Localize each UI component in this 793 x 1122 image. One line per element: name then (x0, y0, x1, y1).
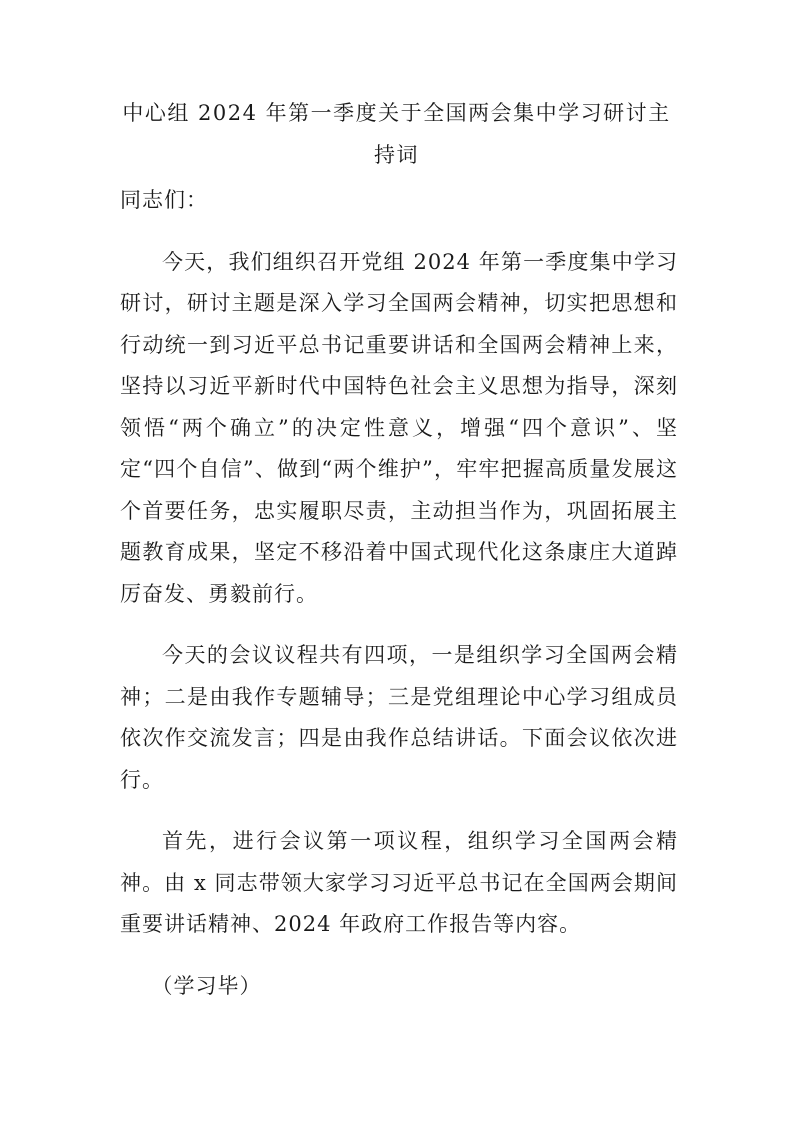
paragraph-3: 首先，进行会议第一项议程，组织学习全国两会精神。由 x 同志带领大家学习习近平总书记在全国两会期间重要讲话精神、2024 年政府工作报告等内容。 (120, 829, 678, 936)
paragraph-2: 今天的会议议程共有四项，一是组织学习全国两会精神；二是由我作专题辅导；三是党组理论中心学习组成员依次作交流发言；四是由我作总结讲话。下面会议依次进行。 (120, 643, 678, 792)
study-complete-note: （学习毕） (151, 973, 262, 998)
paragraph-1: 今天，我们组织召开党组 2024 年第一季度集中学习研讨，研讨主题是深入学习全国两会精神，切实把思想和行动统一到习近平总书记重要讲话和全国两会精神上来，坚持以习近平新时代中国特色社会主义思想为指导，深刻领悟“两个确立”的决定性意义，增强“四个意识”、坚定“四个自信”、做到“两个维护”，牢牢把握高质量发展这个首要任务，忠实履职尽责，主动担当作为，巩固拓展主题教育成果，坚定不移沿着中国式现代化这条康庄大道踔厉奋发、勇毅前行。 (120, 249, 678, 606)
document-body (120, 180, 678, 1007)
document-title: 中心组 2024 年第一季度关于全国两会集中学习研讨主持词 (122, 101, 671, 167)
salutation: 同志们： (120, 188, 208, 212)
